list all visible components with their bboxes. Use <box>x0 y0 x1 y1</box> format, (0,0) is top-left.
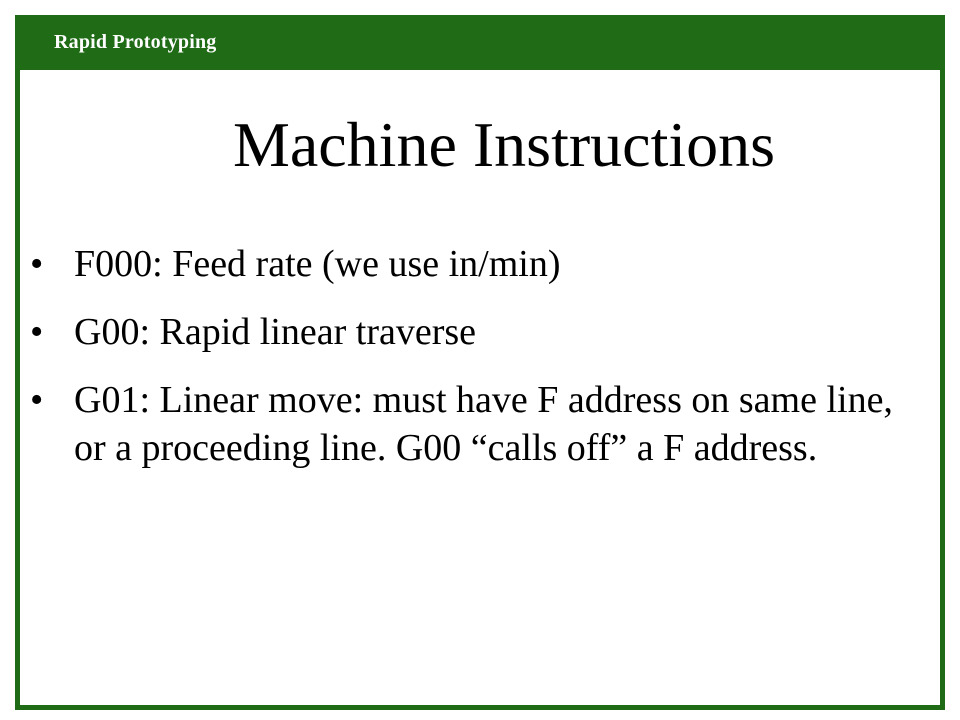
header-label: Rapid Prototyping <box>54 31 217 53</box>
bullet-text: F000: Feed rate (we use in/min) <box>74 243 561 285</box>
bullet-item <box>30 308 920 356</box>
bullet-text: G00: Rapid linear traverse <box>74 311 477 353</box>
bullet-icon: • <box>30 311 44 353</box>
bullet-icon: • <box>30 243 44 285</box>
bullet-list <box>30 240 920 492</box>
slide-title: Machine Instructions <box>232 109 776 180</box>
bullet-icon: • <box>30 379 44 421</box>
bullet-item <box>30 240 920 288</box>
bullet-item <box>30 376 920 472</box>
bullet-text: G01: Linear move: must have F address on same line, or a proceeding line. G00 “calls off” a F address. <box>74 379 893 469</box>
